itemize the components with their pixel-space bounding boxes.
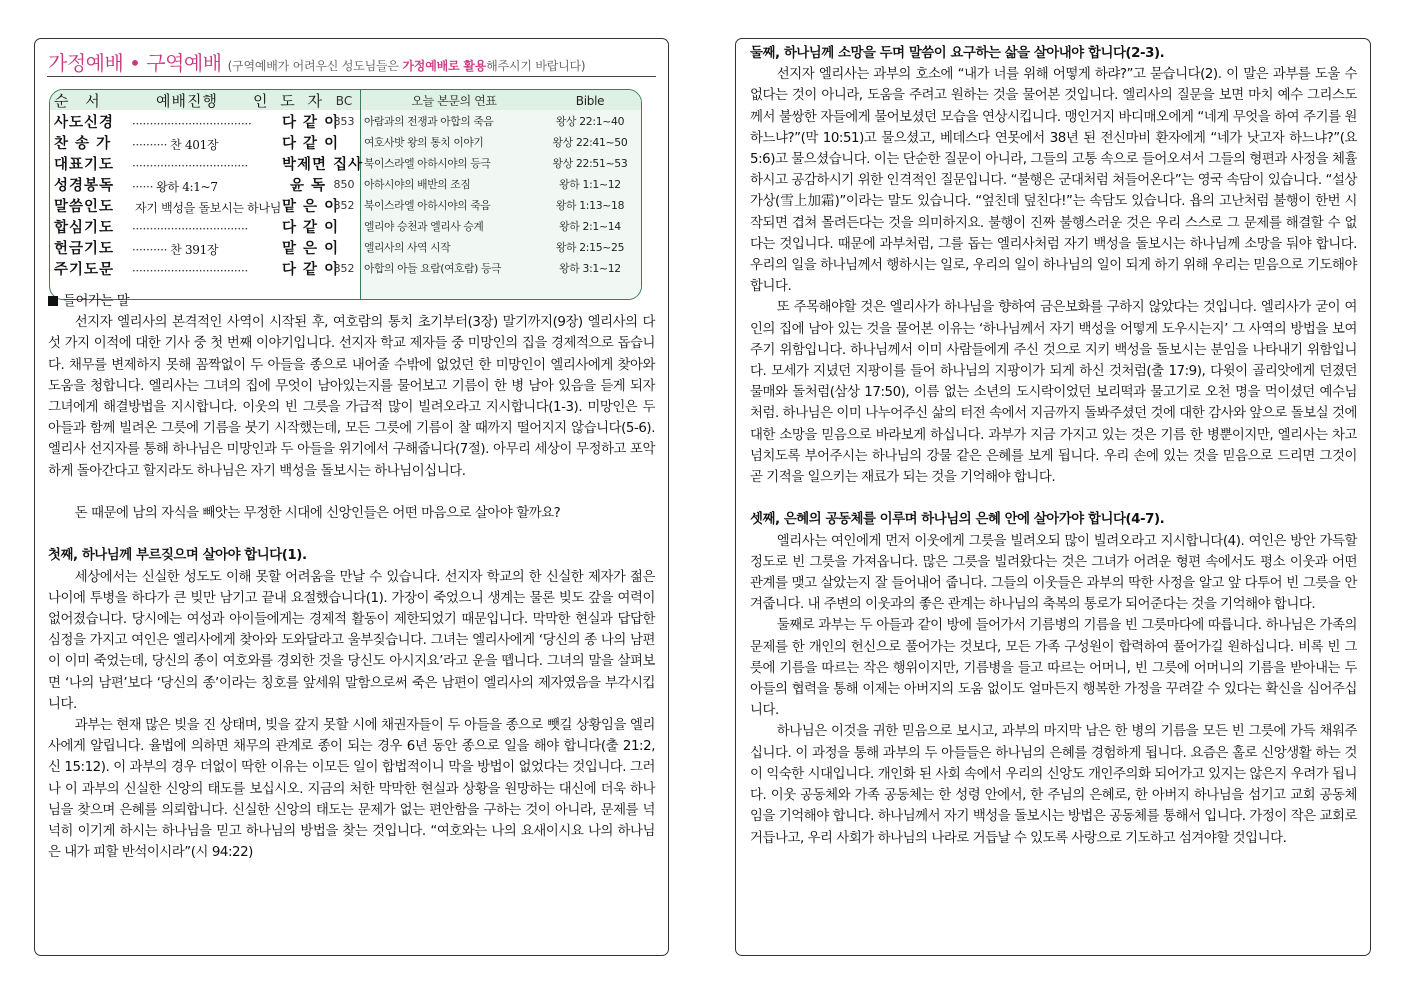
order-item: 대표기도 ································· 박제면 집사 [54, 156, 364, 173]
left-body-text [48, 291, 655, 863]
order-event: 엘리야 승천과 엘리사 승계 [364, 220, 484, 233]
order-row [54, 216, 636, 237]
order-event: 아람과의 전쟁과 아합의 죽음 [364, 115, 494, 128]
section3-paragraph-2: 둘째로 과부는 두 아들과 같이 방에 들어가서 기름병의 기름을 빈 그릇마다에 따릅니다. 하나님은 가족의 문제를 한 개인의 헌신으로 풀어가는 것보다, 모든 가족 구성원이 합력하여 풀어가길 원하십니다. 비록 빈 그릇에 기름을 따르는 작은 행위이지만, 기름병을 들고 따르는 어머니, 빈 그릇에 어머니의 기름을 받아내는 두 아들의 협력을 통해 이제는 아버지의 도움 없이도 얼마든지 행복한 가정을 꾸려갈 수 있다는 확신을 심어주십니다. [750, 618, 1357, 719]
section1-paragraph-2: 과부는 현재 많은 빚을 진 상태며, 빚을 갚지 못할 시에 채권자들이 두 아들을 종으로 뺏길 상황임을 엘리사에게 알립니다. 율법에 의하면 채무의 관계로 종이 되는 경우 6년 동안 종으로 일을 해야 합니다(출 21:2, 신 15:12). 이 과부의 경우 더없이 딱한 이유는 이모든 일이 합법적이니 막을 방법이 없었다는 것입니다. 그러나 이 과부의 신실한 신앙의 태도를 보십시오. 지금의 처한 막막한 현실과 상황을 원망하는 대신에 더욱 하나님을 찾으며 은혜를 의뢰합니다. 신실한 신앙의 태도는 문제가 없는 편안함을 구하는 것이 아니라, 문제를 넉넉히 이기게 하시는 하나님을 믿고 하나님의 방법을 찾는 것입니다. “여호와는 나의 요새이시요 나의 하나님은 내가 피할 반석이시라”(시 94:22) [48, 718, 655, 861]
order-item: 성경봉독 ······ 왕하 4:1~7 윤 독 [54, 177, 326, 194]
order-event: 여호사밧 왕의 통치 이야기 [364, 136, 484, 149]
order-bc: 853 [333, 115, 355, 128]
order-row [54, 111, 636, 132]
order-event: 엘리사의 사역 시작 [364, 241, 451, 254]
section1-paragraph-1: 세상에서는 신실한 성도도 이해 못할 어려움을 만날 수 있습니다. 선지자 학교의 한 신실한 제자가 젊은 나이에 투병을 하다가 큰 빚만 남기고 끝내 요절했습니다(1). 가장이 죽었으니 생계는 물론 빚도 갚을 여력이 없어졌습니다. 당시에는 여성과 아이들에게는 경제적 활동이 제한되었기 때문입니다. 막막한 현실과 답답한 심정을 가지고 여인은 엘리사에게 찾아와 도와달라고 울부짖습니다. 그녀는 엘리사에게 ‘당신의 종 나의 남편이 이미 죽었는데, 당신의 종이 여호와를 경외한 것을 당신도 아시지요’라고 운을 뗍니다. 그녀의 말을 살펴보면 ‘나의 남편’보다 ‘당신의 종’이라는 칭호를 앞세워 말함으로써 죽은 남편이 엘리사의 제자였음을 부각시킵니다. [48, 569, 655, 712]
order-bible: 왕하 1:1~12 [559, 178, 621, 191]
order-bible: 왕하 2:1~14 [559, 220, 621, 233]
square-bullet-icon [48, 296, 58, 306]
bible-col-header: Bible [575, 93, 605, 108]
order-bible: 왕상 22:51~53 [552, 157, 628, 170]
order-event: 아하시야의 배반의 조짐 [364, 178, 471, 191]
worship-header [48, 47, 585, 76]
right-body-text [750, 43, 1357, 849]
order-bc: 852 [333, 262, 355, 275]
order-bible: 왕상 22:41~50 [552, 136, 628, 149]
order-event: 북이스라엘 아하시야의 등극 [364, 157, 491, 170]
section2-paragraph-2: 또 주목해야할 것은 엘리사가 하나님을 향하여 금은보화를 구하지 않았다는 것입니다. 엘리사가 굳이 여인의 집에 남아 있는 것을 물어본 이유는 ‘하나님께서 자기 백성을 어떻게 도우시는지’ 그 사역의 방법을 보여주기 위함입니다. 하나님께서 이미 사람들에게 주신 것으로 지키 백성을 돌보시는 분임을 나타내기 위함입니다. 모세가 지녔던 지팡이를 들어 하나님의 지팡이가 되게 하신 것처럼(출 17:9), 다윗이 골리앗에게 던졌던 물매와 돌처럼(삼상 17:50), 이름 없는 소년의 도시락이었던 보리떡과 물고기로 오천 명을 먹이셨던 예수님처럼. 하나님은 이미 나누어주신 삶의 터전 속에서 지금까지 돌봐주셨던 것에 대한 감사와 앞으로 돌보실 것에 대한 소망을 믿음으로 바라보게 하십니다. 과부가 지금 가지고 있는 것은 기름 한 병뿐이지만, 엘리사는 차고 넘치도록 부어주시는 하나님의 강물 같은 은혜를 보게 됩니다. 우리 손에 있는 것을 믿음으로 드리면 그것이 곧 기적을 일으키는 재료가 되는 것을 기억해야 합니다. [750, 300, 1357, 486]
intro-heading: 들어가는 말 [48, 291, 655, 312]
order-item: 헌금기도 ·········· 찬 391장 맡 은 이 [54, 240, 340, 257]
order-row [54, 237, 636, 258]
order-bc: 852 [333, 199, 355, 212]
order-bc: 850 [333, 178, 355, 191]
order-event: 북이스라엘 아하시야의 죽음 [364, 199, 491, 212]
order-bible: 왕하 2:15~25 [555, 241, 625, 254]
timeline-col-header: 오늘 본문의 연표 [411, 94, 497, 108]
order-row [54, 153, 636, 174]
order-bible: 왕하 1:13~18 [555, 199, 625, 212]
header-divider [47, 76, 656, 77]
order-row [54, 258, 636, 279]
order-row [54, 174, 636, 195]
section2-paragraph-1: 선지자 엘리사는 과부의 호소에 “내가 너를 위해 어떻게 하랴?”고 묻습니다(2). 이 말은 과부를 도울 수 없다는 것이 아니라, 도움을 주려고 원하는 것을 물어본 것입니다. 엘리사의 질문을 보면 마치 예수 그리스도께서 불쌍한 자들에게 물어보셨던 모습을 연상시킵니다. 맹인거지 바디매오에게 “네게 무엇을 하여 주기를 원하느냐?”(막 10:51)고 물으셨고, 베데스다 연못에서 38년 된 전신마비 환자에게 “네가 낫고자 하느냐?”(요 5:6)고 물으셨습니다. 이는 단순한 질문이 아니라, 그들의 고통 속으로 들어오셔서 그들의 형편과 사정을 체휼하시고 공감하시기 위한 인격적인 질문입니다. “불행은 군대처럼 쳐들어온다”는 영국 속담이 있습니다. “설상가상(雪上加霜)”이라는 말도 있습니다. “엎친데 덮친다!”는 속담도 있습니다. 욥의 고난처럼 불행이 한번 시작되면 겹쳐 몰려든다는 것을 의미하지요. 불행이 진짜 불행스러운 것은 우리 스스로 그 문제를 해결할 수 없다는 것입니다. 때문에 과부처럼, 그를 돕는 엘리사처럼 자기 백성을 돌보시는 하나님께 소망을 둬야 합니다. 우리의 일을 하나님께서 행하시는 일로, 우리의 일이 하나님의 일이 되게 하기 위해 우리는 믿음으로 기도해야 합니다. [750, 67, 1357, 295]
left-page-panel [34, 38, 669, 956]
order-header-row [54, 90, 636, 111]
order-row [54, 132, 636, 153]
right-page-panel [735, 38, 1371, 956]
worship-subtitle: (구역예배가 어려우신 성도님들은 가정예배로 활용해주시기 바랍니다) [227, 59, 586, 73]
order-item: 말씀인도 자기 백성을 돌보시는 하나님맡 은 이 [54, 198, 340, 215]
order-bible: 왕상 22:1~40 [555, 115, 625, 128]
order-row [54, 195, 636, 216]
bc-col-header: BC [335, 93, 353, 108]
worship-order-box [49, 89, 642, 300]
order-bible: 왕하 3:1~12 [559, 262, 621, 275]
worship-order-table [54, 90, 636, 279]
order-item: 합심기도 ································· 다 같 이 [54, 219, 340, 236]
order-col-header: 순 서 예배진행 인 도 자 [54, 92, 326, 110]
section3-paragraph-3: 하나님은 이것을 귀한 믿음으로 보시고, 과부의 마지막 남은 한 병의 기름을 모든 빈 그릇에 가득 채워주십니다. 이 과정을 통해 과부의 두 아들들은 하나님의 은혜를 경험하게 됩니다. 요즘은 홀로 신앙생활 하는 것이 익숙한 시대입니다. 개인화 된 사회 속에서 우리의 신앙도 개인주의화 되어가고 있지는 않은지 우려가 됩니다. 이웃 공동체와 가족 공동체는 한 성령 안에서, 한 주님의 은혜로, 한 아버지 하나님을 섬기고 교회 공동체임을 기억해야 합니다. 하나님께서 자기 백성을 돌보시는 방법은 공동체를 통해서 입니다. 가정이 작은 교회로 거듭나고, 우리 사회가 하나님의 나라로 거듭날 수 있도록 사랑으로 기도하고 섬겨야할 것입니다. [750, 724, 1357, 846]
order-event: 아합의 아들 요람(여호람) 등극 [364, 262, 502, 275]
worship-title: 가정예배 • 구역예배 [48, 51, 222, 75]
section1-title: 첫째, 하나님께 부르짖으며 살아야 합니다(1). [48, 548, 307, 564]
section2-title: 둘째, 하나님께 소망을 두며 말씀이 요구하는 삶을 살아내야 합니다(2-3). [750, 46, 1165, 61]
order-item: 사도신경 ·································· 다 같 이 [54, 114, 340, 131]
order-item: 찬 송 가 ·········· 찬 401장 다 같 이 [54, 135, 340, 152]
section3-title: 셋째, 은혜의 공동체를 이루며 하나님의 은혜 안에 살아가야 합니다(4-7). [750, 512, 1165, 528]
order-item: 주기도문 ································· 다 같 이 [54, 261, 340, 278]
intro-paragraph: 선지자 엘리사의 본격적인 사역이 시작된 후, 여호람의 통치 초기부터(3장) 말기까지(9장) 엘리사의 다섯 가지 이적에 대한 기사 중 첫 번째 이야기입니다. 선지자 학교 제자들 중 미망인의 집을 경제적으로 돕습니다. 채무를 변제하지 못해 꼼짝없이 두 아들을 종으로 내어줄 수밖에 없었던 한 미망인이 엘리사에게 찾아와 도움을 청합니다. 엘리사는 그녀의 집에 무엇이 남아있는지를 물어보고 기름이 한 병 남아 있음을 듣게 되자 그녀에게 해결방법을 지시합니다. 이웃의 빈 그릇을 가급적 많이 빌려오라고 지시합니다(1-3). 미망인은 두 아들과 함께 빌려온 그릇에 기름을 붓기 시작했는데, 모든 그릇에 기름이 찰 때까지 떨어지지 않습니다(5-6). 엘리사 선지자를 통해 하나님은 미망인과 두 아들을 위기에서 구해줍니다(7절). 아무리 세상이 무정하고 포악하게 돌아간다고 할지라도 하나님은 자기 백성을 돌보시는 하나님이십니다. [48, 315, 656, 479]
section3-paragraph-1: 엘리사는 여인에게 먼저 이웃에게 그릇을 빌려오되 많이 빌려오라고 지시합니다(4). 여인은 방안 가득할 정도로 빈 그릇을 가져옵니다. 많은 그릇을 빌려왔다는 것은 그녀가 어려운 형편 속에서도 평소 이웃과 어떤 관계를 맺고 살았는지 잘 들어내어 줍니다. 그들의 이웃들은 과부의 딱한 사정을 알고 앞 다투어 빈 그릇을 안겨줍니다. 내 주변의 이웃과의 좋은 관계는 하나님의 축복의 통로가 되어준다는 것을 기억해야 합니다. [750, 533, 1357, 613]
question-paragraph: 돈 때문에 남의 자식을 빼앗는 무정한 시대에 신앙인들은 어떤 마음으로 살아야 할까요? [74, 506, 561, 522]
